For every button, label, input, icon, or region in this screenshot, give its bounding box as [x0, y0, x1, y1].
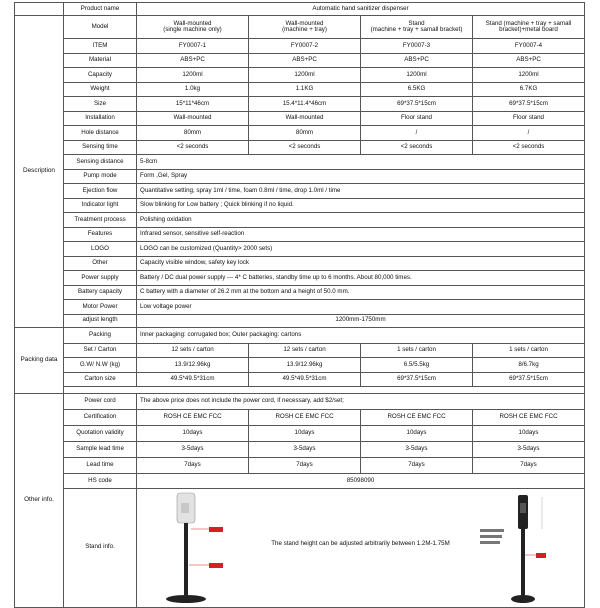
other-row-value: 10days	[137, 426, 249, 442]
spec-value: /	[473, 126, 585, 141]
stand-height-note: The stand height can be adjusted arbitrarily between 1.2M-1.75M	[271, 539, 450, 547]
table-row	[15, 387, 585, 394]
table-row	[15, 442, 585, 458]
table-row	[15, 155, 585, 170]
packing-row-value: 6.5/5.5kg	[361, 358, 473, 373]
packing-row-value: 69*37.5*15cm	[473, 372, 585, 387]
spec-sheet	[14, 2, 584, 594]
spec-value: ABS+PC	[137, 53, 249, 68]
table-row	[15, 111, 585, 126]
spec-value: <2 seconds	[137, 140, 249, 155]
table-row	[15, 184, 585, 199]
packing-row-value: 49.5*49.5*31cm	[249, 372, 361, 387]
stand-info-label: Stand info.	[64, 488, 137, 607]
packing-row-value: 1 sets / carton	[473, 343, 585, 358]
other-row-value: 3-5days	[473, 442, 585, 458]
stand-info-cell	[137, 488, 585, 607]
spec-value: 5-8cm	[137, 155, 585, 170]
table-row	[15, 300, 585, 315]
table-row	[15, 327, 585, 343]
spec-label: Power supply	[64, 271, 137, 286]
table-row	[15, 458, 585, 474]
spec-label: Other	[64, 256, 137, 271]
other-row-value: 10days	[249, 426, 361, 442]
model-col-4: Stand (machine + tray + samall bracket)+metal board	[473, 16, 585, 39]
spec-label: Hole distance	[64, 126, 137, 141]
spec-value: Infrared sensor, sensitive self-reaction	[137, 227, 585, 242]
spec-label: Ejection flow	[64, 184, 137, 199]
spec-label: Sensing time	[64, 140, 137, 155]
other-row-value: 10days	[473, 426, 585, 442]
table-row	[15, 410, 585, 426]
spec-value: Floor stand	[473, 111, 585, 126]
spec-value: ABS+PC	[249, 53, 361, 68]
spec-value: Slow blinking for Low battery ; Quick blinking if no liquid.	[137, 198, 585, 213]
spec-value: 6.5KG	[361, 82, 473, 97]
hs-code-value: 85098090	[137, 474, 585, 489]
other-row-value: 7days	[249, 458, 361, 474]
other-row-value: 3-5days	[137, 442, 249, 458]
packing-row-value: 13.9/12.96kg	[249, 358, 361, 373]
other-row-label: Certification	[64, 410, 137, 426]
table-row	[15, 271, 585, 286]
table-row	[15, 426, 585, 442]
spec-label: Features	[64, 227, 137, 242]
spec-value: Quantitative setting, spray 1ml / time, foam 0.8ml / time, drop 1.0ml / time	[137, 184, 585, 199]
table-row	[15, 488, 585, 607]
model-col-2: Wall-mounted (machine + tray)	[249, 16, 361, 39]
spec-value: 15.4*11.4*46cm	[249, 97, 361, 112]
packing-row-value: 12 sets / carton	[249, 343, 361, 358]
adjust-length-value: 1200mm-1750mm	[137, 314, 585, 327]
packing-row-value: 49.5*49.5*31cm	[137, 372, 249, 387]
spec-label: Size	[64, 97, 137, 112]
packing-row-value: 12 sets / carton	[137, 343, 249, 358]
packing-row-value: 8/6.7kg	[473, 358, 585, 373]
product-name-label: Product name	[64, 3, 137, 16]
spec-label: Weight	[64, 82, 137, 97]
table-row	[15, 213, 585, 228]
corner-cell	[15, 3, 64, 16]
other-row-value: 7days	[137, 458, 249, 474]
other-row-value: 3-5days	[249, 442, 361, 458]
spec-value: FY0007-3	[361, 39, 473, 54]
packing-label: Packing	[64, 327, 137, 343]
section-other: Other info.	[15, 394, 64, 608]
spec-value: ABS+PC	[473, 53, 585, 68]
table-row	[15, 39, 585, 54]
table-row	[15, 474, 585, 489]
packing-row-value: 1 sets / carton	[361, 343, 473, 358]
power-cord-label: Power cord	[64, 394, 137, 410]
spec-value: FY0007-4	[473, 39, 585, 54]
table-row	[15, 126, 585, 141]
spec-label: Indicator light	[64, 198, 137, 213]
spec-value: FY0007-2	[249, 39, 361, 54]
packing-row-value: 13.9/12.96kg	[137, 358, 249, 373]
table-row	[15, 394, 585, 410]
spec-value: 1.1KG	[249, 82, 361, 97]
spec-value: <2 seconds	[249, 140, 361, 155]
table-row	[15, 285, 585, 300]
other-row-value: 3-5days	[361, 442, 473, 458]
other-row-value: 10days	[361, 426, 473, 442]
spec-value: Low voltage power	[137, 300, 585, 315]
model-col-1: Wall-mounted (single machine only)	[137, 16, 249, 39]
other-row-value: 7days	[473, 458, 585, 474]
spec-value: 69*37.5*15cm	[473, 97, 585, 112]
table-row	[15, 372, 585, 387]
stand-figure-left	[151, 489, 251, 607]
spec-value: 1200ml	[249, 68, 361, 83]
spec-value: 15*11*46cm	[137, 97, 249, 112]
packing-value: Inner packaging: corrugated box; Outer packaging: cartons	[137, 327, 585, 343]
other-row-label: Sample lead time	[64, 442, 137, 458]
spec-table	[14, 2, 585, 608]
other-row-value: ROSH CE EMC FCC	[361, 410, 473, 426]
spec-value: Wall-mounted	[249, 111, 361, 126]
spec-label: Treatment process	[64, 213, 137, 228]
spec-value: 1.0kg	[137, 82, 249, 97]
spec-value: Wall-mounted	[137, 111, 249, 126]
spec-label: Pump mode	[64, 169, 137, 184]
other-row-value: ROSH CE EMC FCC	[249, 410, 361, 426]
table-row	[15, 198, 585, 213]
table-row	[15, 140, 585, 155]
power-cord-value: The above price does not include the power cord, if necessary, add $2/set;	[137, 394, 585, 410]
table-row	[15, 53, 585, 68]
table-row	[15, 358, 585, 373]
table-row	[15, 242, 585, 257]
table-row	[15, 256, 585, 271]
adjust-length-label: adjust length	[64, 314, 137, 327]
hs-code-label: HS code	[64, 474, 137, 489]
spec-value: 69*37.5*15cm	[361, 97, 473, 112]
product-name-value: Automatic hand sanitizer dispenser	[137, 3, 585, 16]
packing-row-label: Set / Carton	[64, 343, 137, 358]
spec-value: 1200ml	[361, 68, 473, 83]
section-packing: Packing data	[15, 327, 64, 394]
packing-row-value: 69*37.5*15cm	[361, 372, 473, 387]
spec-value: Capacity visible window, safety key lock	[137, 256, 585, 271]
table-row	[15, 314, 585, 327]
spec-value: 80mm	[137, 126, 249, 141]
spec-value: <2 seconds	[473, 140, 585, 155]
spec-label: Material	[64, 53, 137, 68]
spec-label: Capacity	[64, 68, 137, 83]
other-row-label: Quotation validity	[64, 426, 137, 442]
model-col-3: Stand (machine + tray + samall bracket)	[361, 16, 473, 39]
spec-value: 80mm	[249, 126, 361, 141]
model-label: Model	[64, 16, 137, 39]
table-row	[15, 169, 585, 184]
packing-row-label: G.W/ N.W (kg)	[64, 358, 137, 373]
table-row	[15, 227, 585, 242]
table-row	[15, 68, 585, 83]
stand-figure-right	[472, 489, 572, 607]
packing-spacer	[64, 387, 585, 394]
spec-value: Floor stand	[361, 111, 473, 126]
table-row	[15, 343, 585, 358]
spec-value: LOGO can be customized (Quantity> 2000 sets)	[137, 242, 585, 257]
section-description: Description	[15, 16, 64, 328]
spec-label: Sensing distance	[64, 155, 137, 170]
spec-value: ABS+PC	[361, 53, 473, 68]
spec-label: LOGO	[64, 242, 137, 257]
spec-label: ITEM	[64, 39, 137, 54]
other-row-value: 7days	[361, 458, 473, 474]
spec-label: Battery capacity	[64, 285, 137, 300]
spec-label: Motor Power	[64, 300, 137, 315]
spec-value: 6.7KG	[473, 82, 585, 97]
spec-value: C battery with a diameter of 26.2 mm at the bottom and a height of 50.0 mm.	[137, 285, 585, 300]
spec-value: 1200ml	[137, 68, 249, 83]
table-row	[15, 82, 585, 97]
other-row-value: ROSH CE EMC FCC	[473, 410, 585, 426]
packing-row-label: Carton size	[64, 372, 137, 387]
spec-value: /	[361, 126, 473, 141]
spec-value: Form ,Gel, Spray	[137, 169, 585, 184]
spec-value: <2 seconds	[361, 140, 473, 155]
other-row-value: ROSH CE EMC FCC	[137, 410, 249, 426]
spec-value: 1200ml	[473, 68, 585, 83]
table-row	[15, 97, 585, 112]
spec-value: Battery / DC dual power supply --- 4* C batteries, standby time up to 6 months. About 80,000 times.	[137, 271, 585, 286]
spec-label: Installation	[64, 111, 137, 126]
other-row-label: Lead time	[64, 458, 137, 474]
spec-value: FY0007-1	[137, 39, 249, 54]
spec-value: Polishing oxidation	[137, 213, 585, 228]
